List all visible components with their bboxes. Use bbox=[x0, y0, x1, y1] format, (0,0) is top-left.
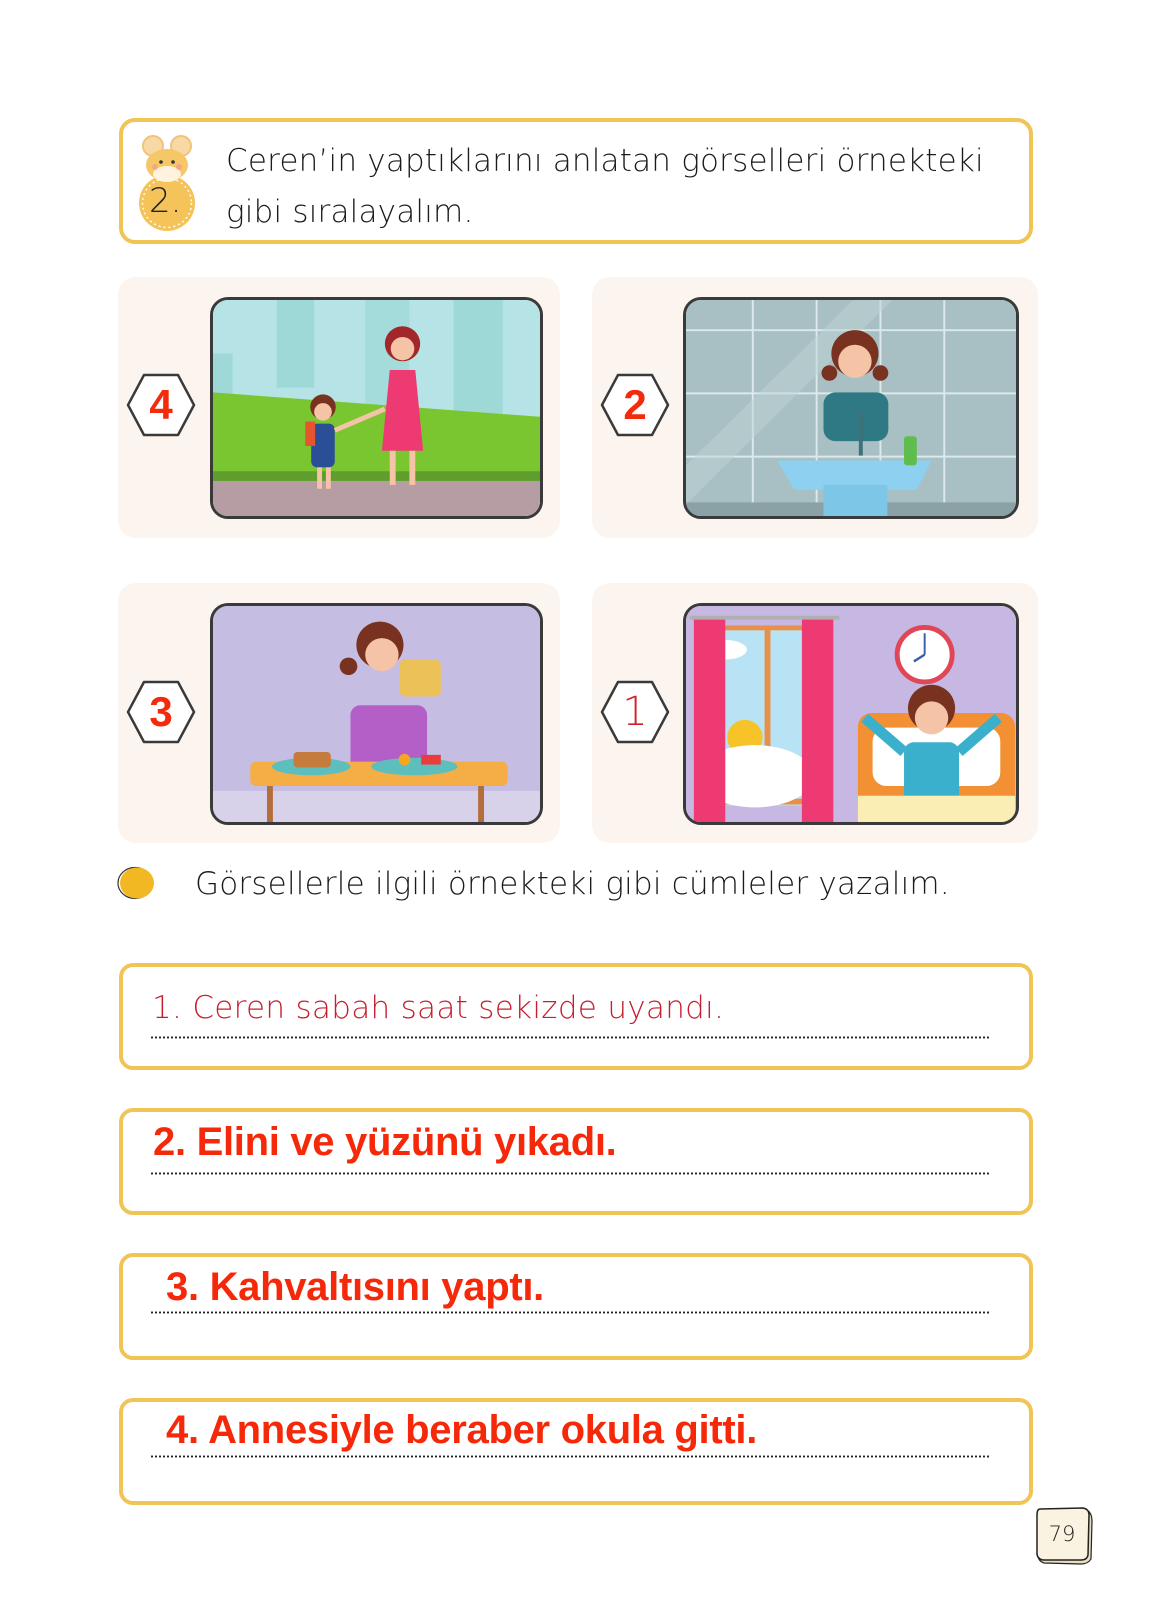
yellow-bullet-icon bbox=[116, 866, 156, 900]
breakfast-illustration bbox=[213, 606, 540, 822]
example-sentence: 1. Ceren sabah saat sekizde uyandı. bbox=[152, 990, 725, 1026]
school-walk-illustration bbox=[213, 300, 540, 516]
order-hexagon[interactable] bbox=[126, 373, 196, 441]
instruction-text: Görsellerle ilgili örnekteki gibi cümleler yazalım. bbox=[195, 866, 950, 902]
order-number: 4 bbox=[149, 381, 173, 428]
waking-up-illustration bbox=[686, 606, 1016, 822]
picture-waking-up bbox=[683, 603, 1019, 825]
task-title-line-2: gibi sıralayalım. bbox=[226, 194, 474, 230]
dotted-writing-line bbox=[150, 1172, 990, 1175]
order-hexagon[interactable] bbox=[600, 373, 670, 441]
answer-sentence-3[interactable]: 3. Kahvaltısını yaptı. bbox=[166, 1265, 544, 1309]
page-number: 79 bbox=[1048, 1522, 1076, 1546]
answer-sentence-4[interactable]: 4. Annesiyle beraber okula gitti. bbox=[166, 1408, 758, 1452]
picture-breakfast bbox=[210, 603, 543, 825]
order-hexagon[interactable] bbox=[600, 680, 670, 748]
dotted-writing-line bbox=[150, 1311, 990, 1314]
picture-washing bbox=[683, 297, 1019, 519]
order-number: 3 bbox=[149, 688, 173, 735]
dotted-writing-line bbox=[150, 1036, 990, 1039]
task-title-line-1: Ceren’in yaptıklarını anlatan görselleri örnekteki bbox=[226, 143, 984, 179]
order-number: 1 bbox=[622, 689, 648, 735]
answer-sentence-2[interactable]: 2. Elini ve yüzünü yıkadı. bbox=[153, 1120, 617, 1164]
page-number-badge bbox=[1035, 1507, 1093, 1565]
washing-illustration bbox=[686, 300, 1016, 516]
task-title bbox=[226, 136, 1006, 238]
task-number: 2. bbox=[149, 181, 182, 221]
picture-school-walk bbox=[210, 297, 543, 519]
mouse-number-badge bbox=[137, 133, 207, 233]
dotted-writing-line bbox=[150, 1455, 990, 1458]
order-number: 2 bbox=[623, 381, 647, 428]
order-hexagon[interactable] bbox=[126, 680, 196, 748]
